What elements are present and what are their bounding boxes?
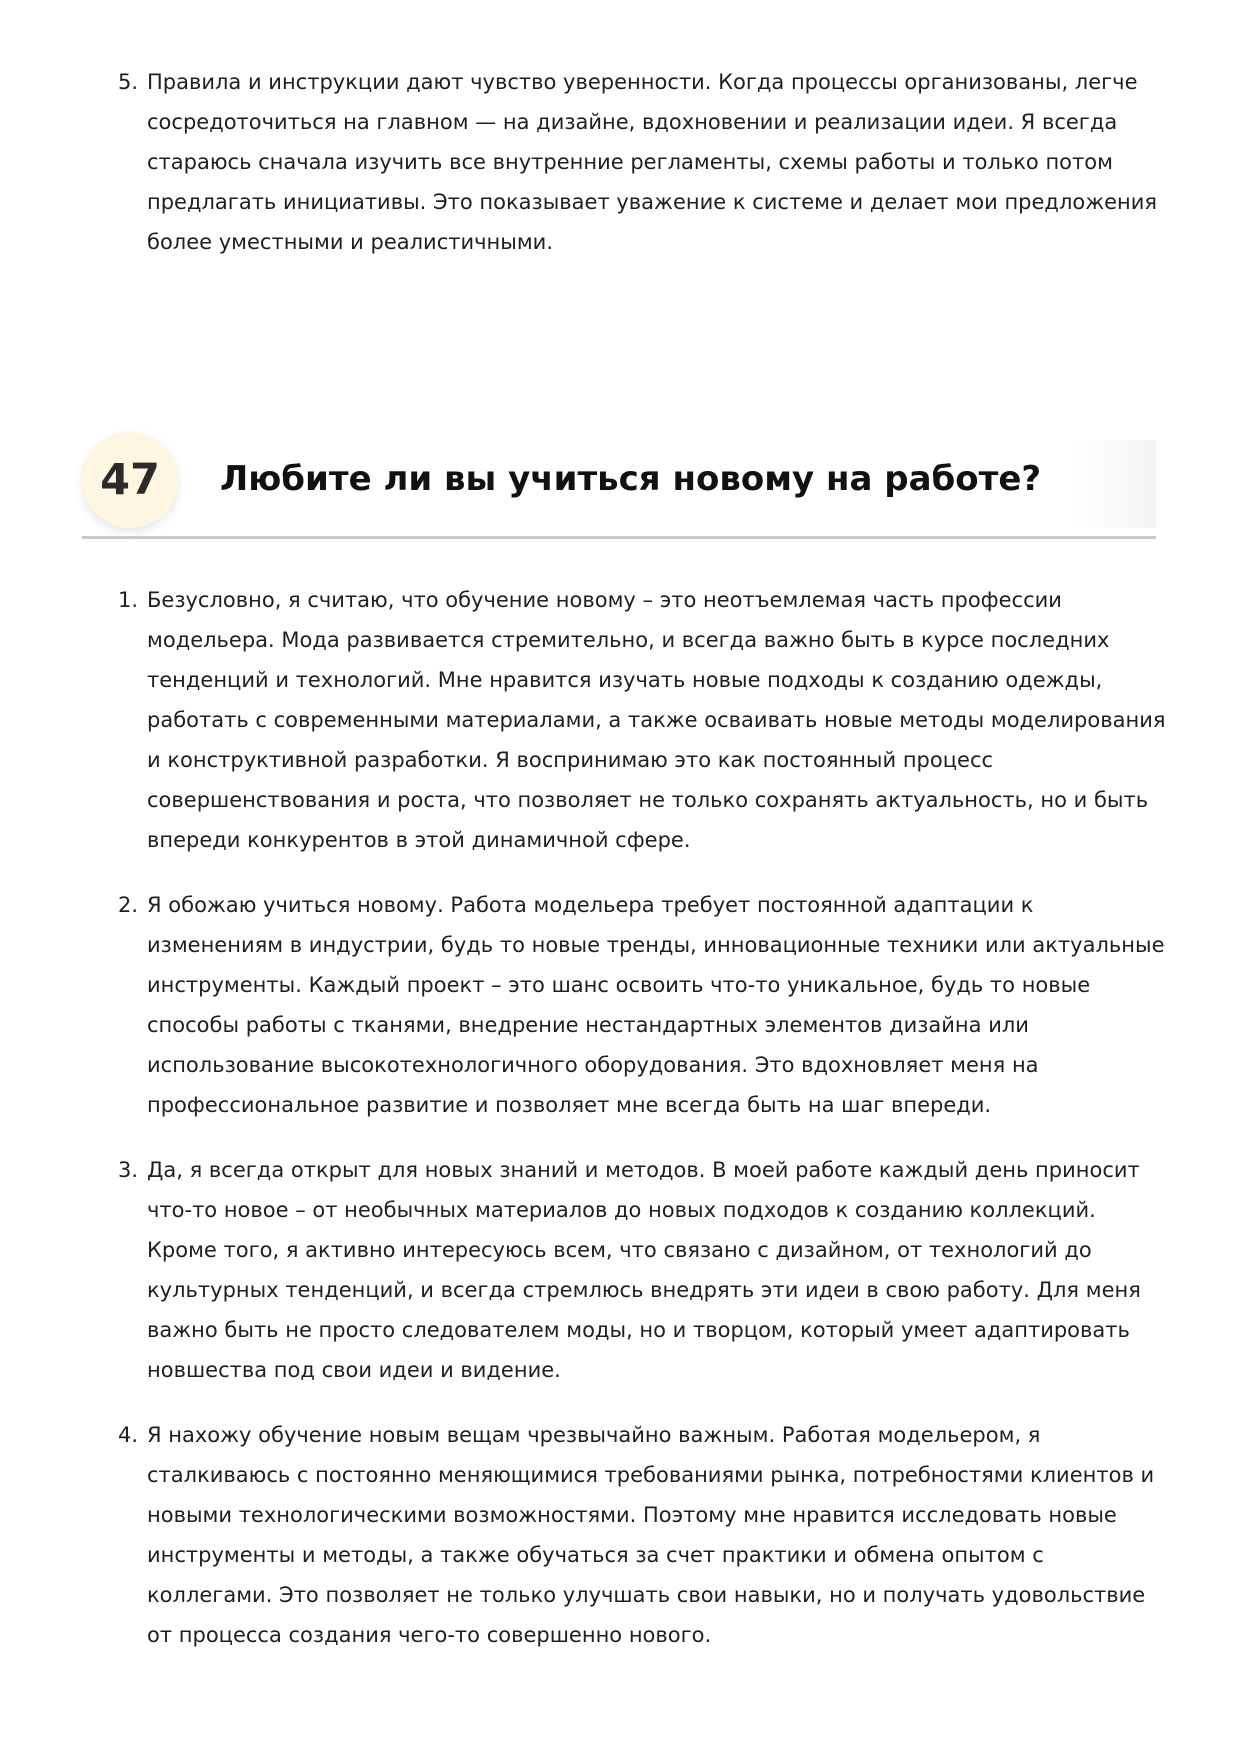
list-item-text: Безусловно, я считаю, что обучение новому – это неотъемлемая часть профессии модельера. Мода развивается стремительно, и всегда важно быть в курсе последних тенденций и технологий. Мне нравится изучать новые подходы к созданию одежды, работать с современными материалами, а также осваивать новые методы моделирования и конструктивной разработки. Я воспринимаю это как постоянный процесс совершенствования и роста, что позволяет не только сохранять актуальность, но и быть впереди конкурентов в этой динамичной сфере. — [147, 588, 1166, 852]
list-item — [118, 885, 1168, 1125]
list-item — [118, 62, 1168, 262]
list-item-number: 1. — [118, 588, 139, 612]
header-divider — [82, 536, 1156, 539]
answer-list — [118, 580, 1168, 1680]
list-item-number: 3. — [118, 1158, 139, 1182]
list-item-text: Я обожаю учиться новому. Работа модельера требует постоянной адаптации к изменениям в индустрии, будь то новые тренды, инновационные техники или актуальные инструменты. Каждый проект – это шанс освоить что-то уникальное, будь то новые способы работы с тканями, внедрение нестандартных элементов дизайна или использование высокотехнологичного оборудования. Это вдохновляет меня на профессиональное развитие и позволяет мне всегда быть на шаг впереди. — [147, 893, 1165, 1117]
list-item-text: Да, я всегда открыт для новых знаний и методов. В моей работе каждый день приносит что-то новое – от необычных материалов до новых подходов к созданию коллекций. Кроме того, я активно интересуюсь всем, что связано с дизайном, от технологий до культурных тенденций, и всегда стремлюсь внедрять эти идеи в свою работу. Для меня важно быть не просто следователем моды, но и творцом, который умеет адаптировать новшества под свои идеи и видение. — [147, 1158, 1141, 1382]
question-header — [82, 432, 1156, 540]
question-number-badge: 47 — [82, 432, 178, 528]
list-item — [118, 1150, 1168, 1390]
list-item — [118, 1415, 1168, 1655]
list-item-text: Я нахожу обучение новым вещам чрезвычайно важным. Работая модельером, я сталкиваюсь с постоянно меняющимися требованиями рынка, потребностями клиентов и новыми технологическими возможностями. Поэтому мне нравится исследовать новые инструменты и методы, а также обучаться за счет практики и обмена опытом с коллегами. Это позволяет не только улучшать свои навыки, но и получать удовольствие от процесса создания чего-то совершенно нового. — [147, 1423, 1155, 1647]
question-title: Любите ли вы учиться новому на работе? — [220, 459, 1042, 499]
list-item-number: 5. — [118, 70, 139, 94]
previous-answer-list — [118, 62, 1168, 262]
list-item — [118, 580, 1168, 860]
list-item-number: 4. — [118, 1423, 139, 1447]
list-item-text: Правила и инструкции дают чувство уверенности. Когда процессы организованы, легче сосредоточиться на главном — на дизайне, вдохновении и реализации идеи. Я всегда стараюсь сначала изучить все внутренние регламенты, схемы работы и только потом предлагать инициативы. Это показывает уважение к системе и делает мои предложения более уместными и реалистичными. — [147, 70, 1158, 254]
list-item-number: 2. — [118, 893, 139, 917]
